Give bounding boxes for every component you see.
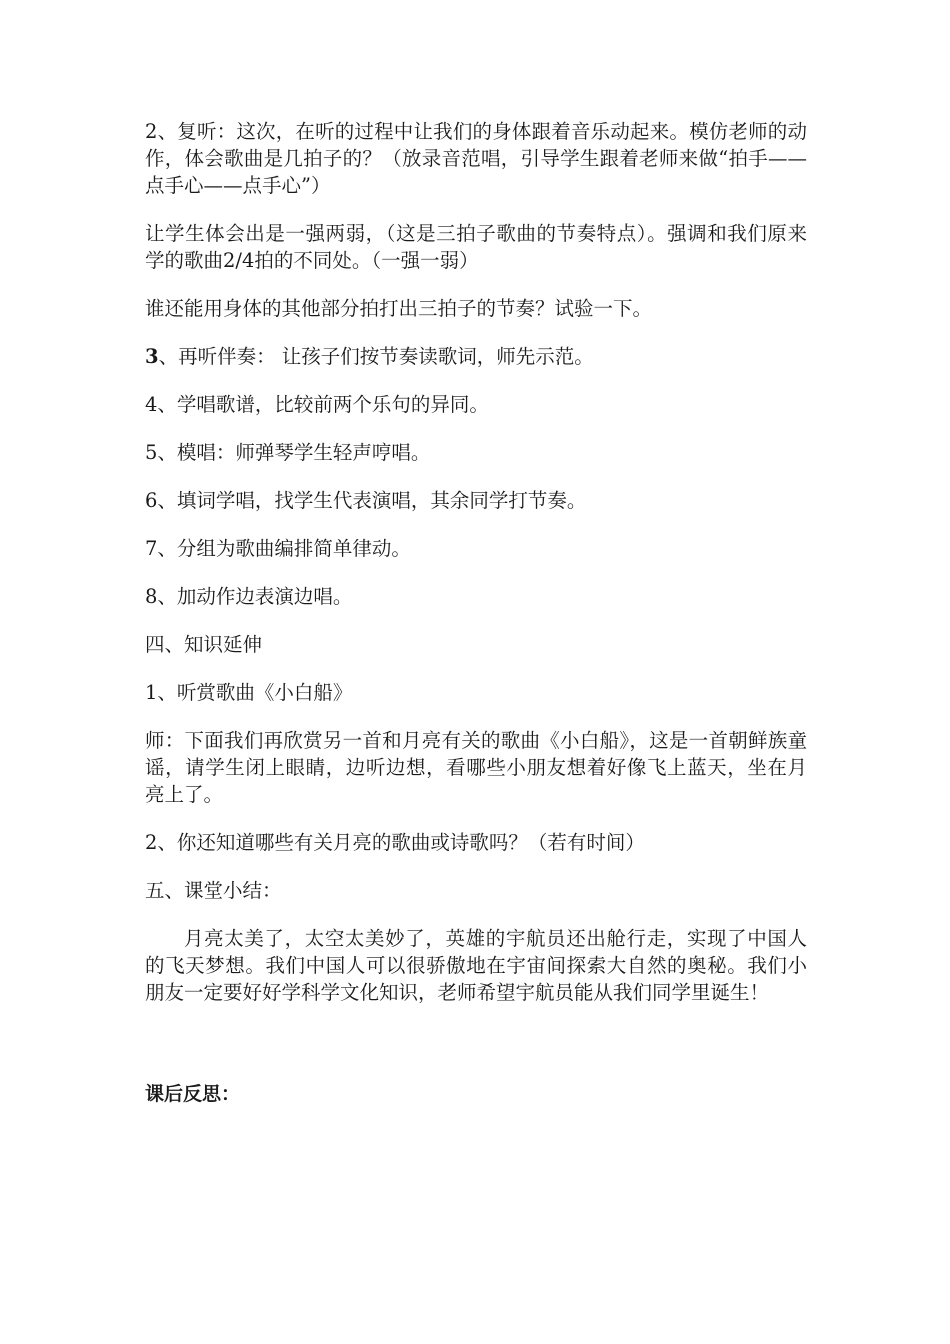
step-text: 、再听伴奏： 让孩子们按节奏读歌词，师先示范。	[158, 345, 594, 368]
document-page	[145, 118, 807, 1108]
step-number: 3	[145, 345, 159, 368]
spacer	[145, 1027, 807, 1081]
paragraph-review-listening: 2、复听：这次，在听的过程中让我们的身体跟着音乐动起来。模仿老师的动作，体会歌曲是几拍子的？（放录音范唱，引导学生跟着老师来做“拍手——点手心——点手心”）	[145, 120, 807, 197]
paragraph-learn-score: 4、学唱歌谱，比较前两个乐句的异同。	[145, 393, 489, 416]
paragraph-class-summary: 月亮太美了，太空太美妙了，英雄的宇航员还出舱行走，实现了中国人的飞天梦想。我们中国人可以很骄傲地在宇宙间探索大自然的奥秘。我们小朋友一定要好好学科学文化知识，老师希望宇航员能从我们同学里诞生！	[145, 927, 807, 1004]
paragraph-strong-weak: 让学生体会出是一强两弱，（这是三拍子歌曲的节奏特点）。强调和我们原来学的歌曲2/4拍的不同处。（一强一弱）	[145, 222, 807, 272]
paragraph-teacher-intro: 师：下面我们再欣赏另一首和月亮有关的歌曲《小白船》，这是一首朝鲜族童谣，请学生闭上眼睛，边听边想，看哪些小朋友想着好像飞上蓝天，坐在月亮上了。	[145, 729, 807, 806]
paragraph-body-rhythm: 谁还能用身体的其他部分拍打出三拍子的节奏？试验一下。	[145, 297, 653, 320]
paragraph-group-movement: 7、分组为歌曲编排简单律动。	[145, 537, 411, 560]
section-heading-extension: 四、知识延伸	[145, 633, 263, 656]
reflection-heading: 课后反思：	[145, 1083, 241, 1105]
paragraph-fill-lyrics: 6、填词学唱，找学生代表演唱，其余同学打节奏。	[145, 489, 587, 512]
paragraph-perform-sing: 8、加动作边表演边唱。	[145, 585, 353, 608]
paragraph-other-songs: 2、你还知道哪些有关月亮的歌曲或诗歌吗？（若有时间）	[145, 831, 645, 854]
paragraph-accompaniment	[145, 343, 807, 370]
paragraph-imitate-singing: 5、模唱：师弹琴学生轻声哼唱。	[145, 441, 431, 464]
paragraph-listen-song: 1、听赏歌曲《小白船》	[145, 681, 353, 704]
section-heading-summary: 五、课堂小结：	[145, 879, 282, 902]
